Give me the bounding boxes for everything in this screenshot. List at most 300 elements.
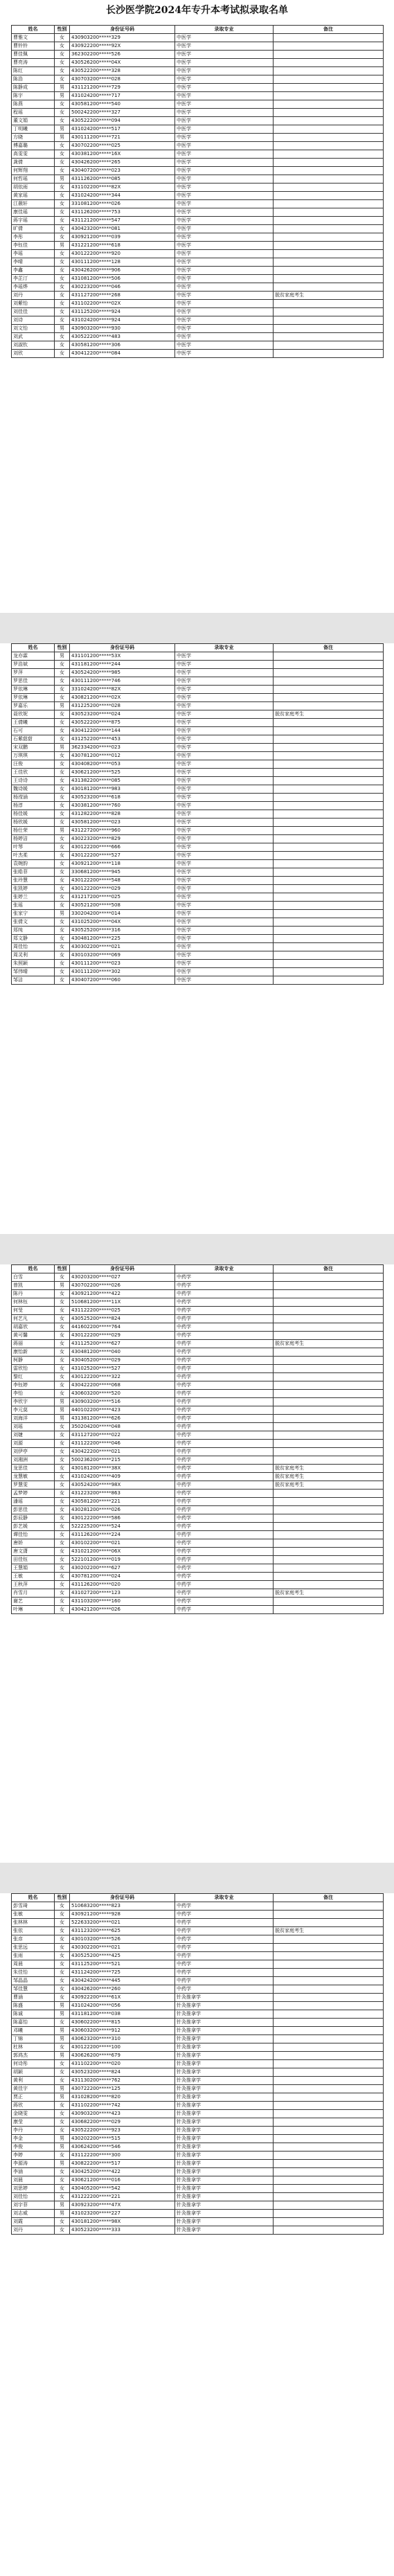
remark-cell (274, 2027, 384, 2035)
table-row (12, 84, 384, 92)
admission-table (11, 25, 384, 358)
id-number-cell: 430523200*****618 (70, 794, 175, 802)
major-cell: 中药学 (175, 1589, 274, 1598)
id-number-cell: 430202200*****627 (70, 1564, 175, 1573)
gender-cell: 女 (55, 902, 70, 910)
gender-cell: 女 (55, 877, 70, 885)
gender-cell: 女 (55, 2060, 70, 2068)
major-cell: 中药学 (175, 1423, 274, 1431)
id-number-cell: 430302200*****021 (70, 1944, 175, 1952)
major-cell: 中药学 (175, 1282, 274, 1290)
remark-cell (274, 2077, 384, 2085)
id-number-cell: 430111200*****746 (70, 677, 175, 686)
gender-cell: 女 (55, 308, 70, 316)
table-row (12, 308, 384, 316)
remark-cell (274, 1514, 384, 1523)
gender-cell: 女 (55, 893, 70, 902)
id-number-cell: 430821200*****02X (70, 694, 175, 702)
remark-cell (274, 1323, 384, 1332)
name-cell: 黄家瑶 (12, 192, 55, 200)
major-cell: 中医学 (175, 100, 274, 109)
remark-cell (274, 2102, 384, 2110)
id-number-cell: 430122200*****527 (70, 852, 175, 860)
name-cell: 陈静成 (12, 84, 55, 92)
table-row (12, 935, 384, 943)
table-row (12, 661, 384, 669)
remark-cell (274, 84, 384, 92)
table-row (12, 75, 384, 84)
name-cell: 李涵 (12, 2168, 55, 2176)
name-cell: 谢艺 (12, 1598, 55, 1606)
major-cell: 中医学 (175, 819, 274, 827)
remark-cell (274, 661, 384, 669)
major-cell: 中药学 (175, 1969, 274, 1977)
remark-cell (274, 217, 384, 225)
gender-cell: 女 (55, 960, 70, 968)
gender-cell: 女 (55, 2127, 70, 2135)
gender-cell: 女 (55, 951, 70, 960)
gender-cell: 女 (55, 225, 70, 233)
remark-cell (274, 167, 384, 175)
remark-cell (274, 283, 384, 292)
table-row (12, 968, 384, 976)
page-gap (0, 613, 394, 643)
table-row (12, 67, 384, 75)
table-row (12, 125, 384, 134)
gender-cell: 女 (55, 217, 70, 225)
major-cell: 针灸推拿学 (175, 2102, 274, 2110)
gender-cell: 男 (55, 1398, 70, 1406)
gender-cell: 女 (55, 1381, 70, 1390)
name-cell: 陈燕 (12, 100, 55, 109)
remark-cell (274, 1282, 384, 1290)
gender-cell: 女 (55, 669, 70, 677)
major-cell: 中药学 (175, 1431, 274, 1440)
id-number-cell: 430405200*****029 (70, 1357, 175, 1365)
table-row (12, 51, 384, 59)
name-cell: 蒋宇瑶 (12, 217, 55, 225)
name-cell: 刘霞 (12, 2218, 55, 2226)
remark-cell: 脱贫家庭考生 (274, 292, 384, 300)
gender-cell: 女 (55, 300, 70, 308)
gender-cell: 女 (55, 109, 70, 117)
gender-cell: 女 (55, 1969, 70, 1977)
name-cell: 刘海洋 (12, 1415, 55, 1423)
name-cell: 黄可馨 (12, 1332, 55, 1340)
remark-cell (274, 1273, 384, 1282)
table-row (12, 109, 384, 117)
name-cell: 李婷 (12, 2152, 55, 2160)
remark-cell (274, 2218, 384, 2226)
id-number-cell: 430481200*****040 (70, 1348, 175, 1357)
name-cell: 何哲瑶 (12, 175, 55, 184)
table-row (12, 760, 384, 769)
table-row (12, 2210, 384, 2218)
table-row (12, 2160, 384, 2168)
gender-cell: 女 (55, 2226, 70, 2235)
name-cell: 李金 (12, 2135, 55, 2143)
id-number-cell: 430223200*****046 (70, 283, 175, 292)
name-cell: 王慧娟 (12, 1564, 55, 1573)
id-number-cell: 430102200*****021 (70, 1539, 175, 1548)
remark-cell (274, 669, 384, 677)
remark-cell (274, 968, 384, 976)
major-cell: 中医学 (175, 927, 274, 935)
id-number-cell: 430203200*****027 (70, 1273, 175, 1282)
gender-cell: 女 (55, 2043, 70, 2052)
major-cell: 中药学 (175, 1398, 274, 1406)
remark-cell (274, 1581, 384, 1589)
name-cell: 陈嘉怡 (12, 2019, 55, 2027)
id-number-cell: 431024200*****924 (70, 316, 175, 325)
id-number-cell: 430407200*****060 (70, 976, 175, 985)
name-cell: 孟梦婷 (12, 1490, 55, 1498)
gender-cell: 女 (55, 2110, 70, 2118)
id-number-cell: 430181200*****38X (70, 1465, 175, 1473)
remark-cell (274, 2110, 384, 2118)
id-number-cell: 430381200*****16X (70, 150, 175, 159)
id-number-cell: 430423200*****081 (70, 225, 175, 233)
table-row (12, 860, 384, 868)
name-cell: 郑文静 (12, 935, 55, 943)
table-row (12, 960, 384, 968)
name-cell: 郭鸿杰 (12, 2052, 55, 2060)
table-row (12, 1548, 384, 1556)
gender-cell: 女 (55, 1490, 70, 1498)
gender-cell: 男 (55, 910, 70, 918)
id-number-cell: 430381200*****760 (70, 802, 175, 810)
table-row (12, 333, 384, 341)
table-row (12, 1440, 384, 1448)
name-cell: 郑纯 (12, 927, 55, 935)
remark-cell (274, 67, 384, 75)
gender-cell: 女 (55, 341, 70, 350)
gender-cell: 女 (55, 2019, 70, 2027)
table-row (12, 225, 384, 233)
column-header: 身份证号码 (70, 1265, 175, 1273)
gender-cell: 女 (55, 1456, 70, 1465)
id-number-cell: 331081200*****026 (70, 200, 175, 208)
id-number-cell: 430426200*****260 (70, 1985, 175, 1994)
remark-cell (274, 159, 384, 167)
table-row (12, 769, 384, 777)
id-number-cell: 500236200*****215 (70, 1456, 175, 1465)
table-row (12, 1348, 384, 1357)
remark-cell (274, 752, 384, 760)
major-cell: 针灸推拿学 (175, 2035, 274, 2043)
remark-cell (274, 208, 384, 217)
table-row (12, 827, 384, 835)
remark-cell (274, 1944, 384, 1952)
remark-cell (274, 2226, 384, 2235)
remark-cell (274, 1398, 384, 1406)
major-cell: 中药学 (175, 1573, 274, 1581)
table-row (12, 1598, 384, 1606)
table-row (12, 117, 384, 125)
id-number-cell: 430581200*****221 (70, 1498, 175, 1506)
table-row (12, 868, 384, 877)
gender-cell: 男 (55, 125, 70, 134)
name-cell: 张倩文 (12, 918, 55, 927)
id-number-cell: 430522200*****328 (70, 67, 175, 75)
remark-cell (274, 2068, 384, 2077)
remark-cell (274, 1348, 384, 1357)
table-row (12, 1431, 384, 1440)
gender-cell: 女 (55, 51, 70, 59)
remark-cell (274, 42, 384, 51)
remark-cell (274, 1564, 384, 1573)
remark-cell (274, 59, 384, 67)
major-cell: 中药学 (175, 1952, 274, 1960)
remark-cell (274, 192, 384, 200)
id-number-cell: 430111200*****023 (70, 960, 175, 968)
name-cell: 龙慧敏 (12, 1473, 55, 1481)
major-cell: 中医学 (175, 258, 274, 267)
remark-cell (274, 2035, 384, 2043)
remark-cell (274, 233, 384, 242)
id-number-cell: 431282200*****828 (70, 810, 175, 819)
name-cell: 张思远 (12, 1944, 55, 1952)
gender-cell: 男 (55, 2035, 70, 2043)
major-cell: 中药学 (175, 1357, 274, 1365)
name-cell: 袁婉韵 (12, 860, 55, 868)
id-number-cell: 430603200*****912 (70, 2027, 175, 2035)
gender-cell: 男 (55, 702, 70, 710)
id-number-cell: 430781200*****012 (70, 752, 175, 760)
gender-cell: 女 (55, 727, 70, 735)
remark-cell (274, 769, 384, 777)
name-cell: 王诗诗 (12, 777, 55, 785)
major-cell: 针灸推拿学 (175, 2068, 274, 2077)
document-title: 长沙医学院2024年专升本考试拟录取名单 (106, 5, 288, 16)
remark-cell: 脱贫家庭考生 (274, 1340, 384, 1348)
gender-cell: 女 (55, 1564, 70, 1573)
gender-cell: 女 (55, 1340, 70, 1348)
gender-cell: 女 (55, 1465, 70, 1473)
table-row (12, 1406, 384, 1415)
name-cell: 陈丹 (12, 1290, 55, 1298)
name-cell: 肖雪月 (12, 1589, 55, 1598)
table-row (12, 1573, 384, 1581)
gender-cell: 女 (55, 835, 70, 843)
gender-cell: 女 (55, 1298, 70, 1307)
id-number-cell: 430302200*****021 (70, 943, 175, 951)
table-row (12, 2052, 384, 2060)
major-cell: 中医学 (175, 59, 274, 67)
table-row (12, 1473, 384, 1481)
table-row (12, 267, 384, 275)
remark-cell (274, 1556, 384, 1564)
name-cell: 高雯雯 (12, 150, 55, 159)
major-cell: 中医学 (175, 250, 274, 258)
gender-cell: 女 (55, 67, 70, 75)
major-cell: 中药学 (175, 1911, 274, 1919)
name-cell: 程瑶 (12, 109, 55, 117)
gender-cell: 女 (55, 1935, 70, 1944)
major-cell: 中医学 (175, 242, 274, 250)
id-number-cell: 431126200*****224 (70, 1531, 175, 1539)
column-header: 姓名 (12, 26, 55, 34)
major-cell: 中医学 (175, 794, 274, 802)
id-number-cell: 430522200*****483 (70, 333, 175, 341)
id-number-cell: 431126200*****085 (70, 175, 175, 184)
name-cell: 傅嘉璐 (12, 142, 55, 150)
name-cell: 周佳怡 (12, 943, 55, 951)
name-cell: 杨佳媛 (12, 810, 55, 819)
remark-cell (274, 702, 384, 710)
remark-cell (274, 951, 384, 960)
major-cell: 中医学 (175, 117, 274, 125)
id-number-cell: 510681200*****11X (70, 1298, 175, 1307)
name-cell: 李芷汀 (12, 275, 55, 283)
name-cell: 何艺凡 (12, 1315, 55, 1323)
table-row (12, 283, 384, 292)
column-header: 姓名 (12, 1894, 55, 1902)
column-header: 姓名 (12, 1265, 55, 1273)
gender-cell: 女 (55, 719, 70, 727)
id-number-cell: 431122200*****300 (70, 2152, 175, 2160)
name-cell: 李瑶烨 (12, 283, 55, 292)
major-cell: 针灸推拿学 (175, 1994, 274, 2002)
major-cell: 针灸推拿学 (175, 2152, 274, 2160)
table-row (12, 1282, 384, 1290)
name-cell: 叶琴 (12, 843, 55, 852)
name-cell: 罗依琳 (12, 686, 55, 694)
remark-cell (274, 109, 384, 117)
name-cell: 白雪 (12, 1273, 55, 1282)
id-number-cell: 441602200*****764 (70, 1323, 175, 1332)
id-number-cell: 430526200*****04X (70, 59, 175, 67)
admission-table (11, 643, 384, 985)
major-cell: 中医学 (175, 785, 274, 794)
major-cell: 中医学 (175, 51, 274, 59)
table-row (12, 1985, 384, 1994)
gender-cell: 女 (55, 316, 70, 325)
major-cell: 中医学 (175, 652, 274, 661)
gender-cell: 女 (55, 1985, 70, 1994)
remark-cell (274, 2168, 384, 2176)
major-cell: 针灸推拿学 (175, 2176, 274, 2185)
major-cell: 中医学 (175, 333, 274, 341)
major-cell: 中医学 (175, 75, 274, 84)
id-number-cell: 431027200*****123 (70, 1589, 175, 1598)
remark-cell (274, 960, 384, 968)
name-cell: 李钰佳 (12, 242, 55, 250)
id-number-cell: 431127200*****268 (70, 292, 175, 300)
table-row (12, 2002, 384, 2010)
major-cell: 针灸推拿学 (175, 2010, 274, 2019)
table-row (12, 710, 384, 719)
major-cell: 中医学 (175, 860, 274, 868)
remark-cell (274, 2019, 384, 2027)
name-cell: 王佳欣 (12, 769, 55, 777)
major-cell: 中药学 (175, 1927, 274, 1935)
gender-cell: 男 (55, 2010, 70, 2019)
remark-cell (274, 1498, 384, 1506)
table-row (12, 2201, 384, 2210)
table-row (12, 167, 384, 175)
gender-cell: 男 (55, 84, 70, 92)
id-number-cell: 431126200*****753 (70, 208, 175, 217)
gender-cell: 女 (55, 1960, 70, 1969)
name-cell: 丁锦 (12, 2035, 55, 2043)
id-number-cell: 430624200*****546 (70, 2143, 175, 2152)
remark-cell (274, 1606, 384, 1614)
major-cell: 中医学 (175, 109, 274, 117)
id-number-cell: 430524200*****985 (70, 669, 175, 677)
table-row (12, 669, 384, 677)
name-cell: 潘瑶 (12, 1498, 55, 1506)
table-row (12, 1969, 384, 1977)
id-number-cell: 430903200*****516 (70, 1398, 175, 1406)
table-row (12, 100, 384, 109)
table-row (12, 943, 384, 951)
gender-cell: 女 (55, 275, 70, 283)
major-cell: 中医学 (175, 42, 274, 51)
major-cell: 中药学 (175, 1440, 274, 1448)
id-number-cell: 430521200*****508 (70, 902, 175, 910)
major-cell: 中医学 (175, 150, 274, 159)
remark-cell (274, 1357, 384, 1365)
id-number-cell: 430522200*****875 (70, 719, 175, 727)
name-cell: 李源涛 (12, 2160, 55, 2168)
column-header: 身份证号码 (70, 644, 175, 652)
gender-cell: 女 (55, 1273, 70, 1282)
id-number-cell: 430581200*****023 (70, 819, 175, 827)
gender-cell: 女 (55, 927, 70, 935)
name-cell: 陈浩 (12, 75, 55, 84)
remark-cell (274, 2135, 384, 2143)
table-row (12, 1390, 384, 1398)
name-cell: 魏诗媛 (12, 785, 55, 794)
name-cell: 胡依雨 (12, 184, 55, 192)
name-cell: 旷倩 (12, 225, 55, 233)
major-cell: 中药学 (175, 1332, 274, 1340)
remark-cell (274, 1969, 384, 1977)
table-row (12, 2127, 384, 2135)
major-cell: 中医学 (175, 159, 274, 167)
name-cell: 李彤 (12, 233, 55, 242)
major-cell: 中医学 (175, 802, 274, 810)
major-cell: 中医学 (175, 167, 274, 175)
gender-cell: 女 (55, 785, 70, 794)
major-cell: 中医学 (175, 217, 274, 225)
gender-cell: 女 (55, 2152, 70, 2160)
name-cell: 刘伊亭 (12, 1448, 55, 1456)
remark-cell (274, 1365, 384, 1373)
table-row (12, 42, 384, 51)
table-row (12, 877, 384, 885)
name-cell: 汪俊 (12, 760, 55, 769)
gender-cell: 女 (55, 117, 70, 125)
gender-cell: 女 (55, 1598, 70, 1606)
major-cell: 针灸推拿学 (175, 2002, 274, 2010)
column-header: 录取专业 (175, 26, 274, 34)
id-number-cell: 431103200*****160 (70, 1598, 175, 1606)
name-cell: 丁明曦 (12, 125, 55, 134)
id-number-cell: 430481200*****225 (70, 935, 175, 943)
name-cell: 邓曦 (12, 2027, 55, 2035)
gender-cell: 女 (55, 1589, 70, 1598)
major-cell: 中医学 (175, 233, 274, 242)
gender-cell: 男 (55, 2201, 70, 2210)
major-cell: 中药学 (175, 1548, 274, 1556)
name-cell: 李钰婷 (12, 1381, 55, 1390)
major-cell: 中药学 (175, 1581, 274, 1589)
column-header: 录取专业 (175, 644, 274, 652)
gender-cell: 女 (55, 1919, 70, 1927)
name-cell: 周灵利 (12, 951, 55, 960)
